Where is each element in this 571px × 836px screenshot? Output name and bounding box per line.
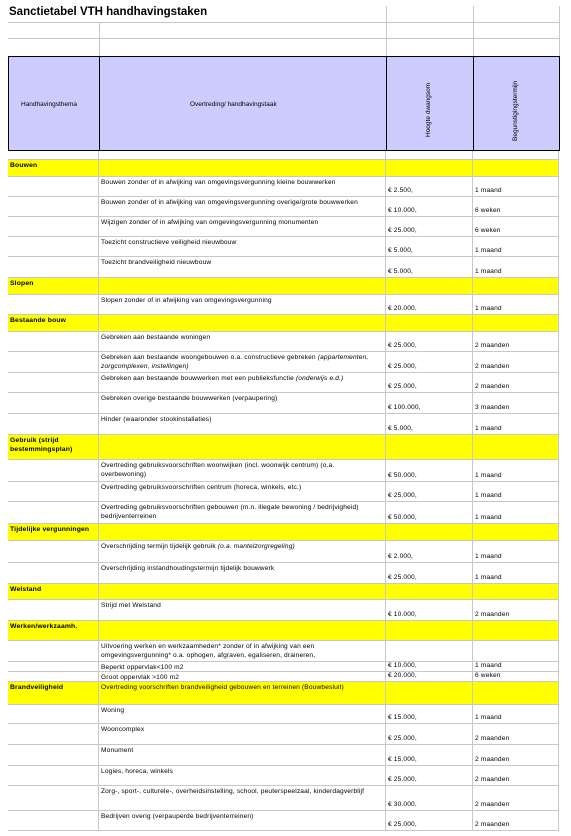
table-cell	[8, 177, 99, 196]
task-description	[101, 564, 381, 573]
task-text: Beperkt oppervlak<100 m2	[101, 664, 184, 671]
grace-period: 1 maand	[475, 492, 502, 499]
table-cell	[386, 151, 473, 159]
task-description	[101, 374, 381, 383]
task-text: Gebreken aan bestaande bouwwerken met een publieksfunctie	[101, 375, 294, 382]
table-row	[8, 237, 559, 257]
table-cell	[473, 435, 559, 459]
task-description	[101, 503, 381, 521]
table-row	[8, 724, 559, 745]
section-row	[8, 584, 559, 600]
table-cell	[8, 352, 99, 372]
penalty-amount: € 15.000,	[388, 714, 417, 721]
table-cell	[99, 315, 386, 331]
table-row	[8, 352, 559, 373]
grace-period: 2 maanden	[475, 756, 510, 763]
header-taak: Overtreding/ handhavingstaak	[190, 101, 277, 108]
grace-period: 1 maand	[475, 714, 502, 721]
grace-period: 1 maand	[475, 187, 502, 194]
table-row	[8, 295, 559, 315]
penalty-amount: € 5.000,	[388, 247, 414, 254]
task-text: Overschrijding instandhoudingstermijn tijdelijk bouwwerk	[101, 565, 275, 572]
table-row	[8, 414, 559, 435]
penalty-amount: € 25.000,	[388, 383, 417, 390]
penalty-amount: € 10.000,	[388, 611, 417, 618]
section-title: Bestaande bouw	[10, 317, 67, 324]
table-cell	[386, 524, 473, 540]
grace-period: 1 maand	[475, 574, 502, 581]
table-cell	[473, 621, 559, 640]
section-title: Slopen	[10, 280, 34, 287]
table-cell	[8, 502, 99, 523]
task-text: Wooncomplex	[101, 726, 145, 733]
table-row	[8, 705, 559, 724]
grace-period: 6 weken	[475, 207, 501, 214]
section-row	[8, 278, 559, 295]
table-row	[8, 460, 559, 482]
task-description	[101, 394, 381, 403]
task-description	[101, 415, 381, 424]
table-cell	[99, 621, 386, 640]
table-cell	[8, 641, 99, 661]
table-cell	[473, 160, 559, 176]
grace-period: 2 maanden	[475, 383, 510, 390]
table-row	[8, 641, 559, 662]
table-row	[8, 672, 559, 682]
task-text: Strijd met Welstand	[101, 602, 161, 609]
task-description	[101, 725, 381, 734]
section-row	[8, 524, 559, 541]
penalty-amount: € 5.000,	[388, 268, 414, 275]
table-cell	[8, 237, 99, 256]
task-text: Monument	[101, 747, 134, 754]
table-row	[8, 151, 559, 160]
section-title: Gebruik (strijd bestemmingsplan)	[10, 437, 73, 453]
grace-period: 2 maanden	[475, 363, 510, 370]
table-cell	[386, 621, 473, 640]
table-cell	[8, 295, 99, 314]
table-cell	[473, 584, 559, 599]
penalty-amount: € 25.000,	[388, 363, 417, 370]
table-row	[8, 563, 559, 584]
table-row	[8, 217, 559, 237]
task-description	[101, 663, 381, 672]
header-cell-dwangsom	[386, 56, 474, 151]
table-cell	[99, 524, 386, 540]
penalty-amount: € 25.000,	[388, 735, 417, 742]
task-text: Groot oppervlak >100 m2	[101, 674, 180, 681]
header-cell-thema	[8, 56, 100, 151]
task-text: Toezicht constructieve veiligheid nieuwbouw	[101, 239, 237, 246]
task-description	[101, 483, 381, 492]
task-description	[101, 673, 381, 682]
section-title: Bouwen	[10, 162, 38, 169]
task-text: Overschrijding termijn tijdelijk gebruik	[101, 543, 216, 550]
grace-period: 2 maanden	[475, 611, 510, 618]
task-description	[101, 601, 381, 610]
task-text: Bedrijven overig (verpauperde bedrijventerreinen)	[101, 813, 254, 820]
grace-period: 1 maand	[475, 553, 502, 560]
task-text: Overtreding gebruiksvoorschriften woonwijken (incl. woonwijk centrum) (o.a. overbewoning)	[101, 462, 335, 478]
table-cell	[8, 460, 99, 481]
penalty-amount: € 25.000,	[388, 492, 417, 499]
table-row	[8, 745, 559, 766]
table-row	[8, 502, 559, 524]
table-cell	[473, 151, 559, 159]
section-row	[8, 160, 559, 177]
task-description	[101, 198, 381, 207]
task-text: Uitvoering werken en werkzaamheden* zonder of in afwijking van een omgevingsvergunning* o.a. ophogen, afgraven, egaliseren, draineren,	[101, 643, 316, 659]
grace-period: 1 maand	[475, 305, 502, 312]
table-cell	[8, 766, 99, 785]
task-text: Overtreding gebruiksvoorschriften centrum (horeca, winkels, etc.)	[101, 484, 302, 491]
table-cell	[8, 745, 99, 765]
task-description	[101, 746, 381, 755]
table-cell	[99, 435, 386, 459]
task-text: Gebreken overige bestaande bouwwerken (verpaupering)	[101, 395, 278, 402]
table-row	[8, 177, 559, 197]
table-cell	[8, 811, 99, 830]
table-cell	[8, 393, 99, 413]
task-note: (appartementen, zorgcomplexen, instellingen)	[101, 354, 369, 370]
task-text: Woning	[101, 707, 125, 714]
grace-period: 2 maanden	[475, 821, 510, 828]
section-title: Brandveiligheid	[10, 684, 64, 691]
grace-period: 1 maand	[475, 662, 502, 669]
table-cell	[99, 151, 386, 159]
section-row	[8, 315, 559, 332]
task-text: Logies, horeca, winkels	[101, 768, 173, 775]
sheet-title: Sanctietabel VTH handhavingstaken	[9, 6, 208, 18]
grace-period: 1 maand	[475, 425, 502, 432]
penalty-amount: € 25.000,	[388, 342, 417, 349]
header-thema: Handhavingsthema	[21, 101, 78, 108]
grid-line	[99, 22, 100, 56]
penalty-amount: € 30.000,	[388, 801, 417, 808]
task-description	[101, 218, 381, 227]
task-note: (o.a. mantelzorgregeling)	[217, 543, 295, 550]
grace-period: 6 weken	[475, 672, 501, 679]
task-description	[101, 706, 381, 715]
table-cell	[386, 584, 473, 599]
section-title: Tijdelijke vergunningen	[10, 526, 90, 533]
section-title: Werken/werkzaamh.	[10, 623, 78, 630]
table-cell	[8, 786, 99, 810]
table-cell	[386, 641, 473, 661]
table-cell	[8, 705, 99, 723]
table-cell	[8, 672, 99, 681]
task-text: Wijzigen zonder of in afwijking van omgevingsvergunning monumenten	[101, 219, 319, 226]
table-cell	[473, 278, 559, 294]
task-description	[101, 787, 381, 796]
table-cell	[386, 315, 473, 331]
penalty-amount: € 25.000,	[388, 821, 417, 828]
table-cell	[99, 160, 386, 176]
table-cell	[8, 724, 99, 744]
grid-line	[386, 6, 387, 56]
table-cell	[386, 160, 473, 176]
grid-line	[559, 6, 560, 56]
task-text: Slopen zonder of in afwijking van omgevingsvergunning	[101, 297, 272, 304]
table-cell	[473, 682, 559, 704]
penalty-amount: € 20.000,	[388, 305, 417, 312]
task-description	[101, 353, 381, 371]
task-description	[101, 296, 381, 305]
grace-period: 6 weken	[475, 227, 501, 234]
penalty-amount: € 25.000,	[388, 227, 417, 234]
penalty-amount: € 10.000,	[388, 207, 417, 214]
grace-period: 1 maand	[475, 268, 502, 275]
table-row	[8, 766, 559, 786]
penalty-amount: € 25.000,	[388, 574, 417, 581]
task-note: (onderwijs e.d.)	[295, 375, 344, 382]
task-text: Overtreding voorschriften brandveiligheid gebouwen en terreinen (Bouwbesluit)	[101, 684, 344, 691]
grace-period: 2 maanden	[475, 735, 510, 742]
table-cell	[8, 257, 99, 277]
task-description	[101, 683, 381, 692]
task-description	[101, 238, 381, 247]
table-cell	[8, 563, 99, 583]
header-cell-termijn	[473, 56, 560, 151]
task-description	[101, 812, 381, 821]
task-text: Hinder (waaronder stookinstallaties)	[101, 416, 212, 423]
grid-line	[473, 6, 474, 56]
table-cell	[473, 524, 559, 540]
table-cell	[8, 541, 99, 562]
table-row	[8, 811, 559, 831]
penalty-amount: € 2.000,	[388, 553, 414, 560]
penalty-amount: € 25.000,	[388, 776, 417, 783]
task-description	[101, 642, 381, 660]
task-text: Bouwen zonder of in afwijking van omgevingsvergunning overige/grote bouwwerken	[101, 199, 358, 206]
task-text: Gebreken aan bestaande woningen	[101, 334, 211, 341]
grid-line	[8, 22, 559, 23]
table-cell	[8, 151, 99, 159]
grace-period: 1 maand	[475, 514, 502, 521]
task-description	[101, 178, 381, 187]
task-description	[101, 333, 381, 342]
penalty-amount: € 10.000,	[388, 662, 417, 669]
task-text: Zorg-, sport-, culturele-, overheidsinstelling, school, peuterspeelzaal, kinderdagverblijf	[101, 788, 365, 795]
header-cell-taak	[99, 56, 387, 151]
task-description	[101, 767, 381, 776]
table-cell	[473, 641, 559, 661]
task-description	[101, 461, 381, 479]
table-cell	[386, 682, 473, 704]
task-description	[101, 542, 381, 551]
grace-period: 1 maand	[475, 247, 502, 254]
task-text: Bouwen zonder of in afwijking van omgevingsvergunning kleine bouwwerken	[101, 179, 336, 186]
table-cell	[8, 373, 99, 392]
table-cell	[99, 278, 386, 294]
table-row	[8, 482, 559, 502]
table-row	[8, 257, 559, 278]
penalty-amount: € 50.000,	[388, 514, 417, 521]
table-row	[8, 541, 559, 563]
table-cell	[8, 600, 99, 620]
penalty-amount: € 5.000,	[388, 425, 414, 432]
task-text: Gebreken aan bestaande woongebouwen o.a. constructieve gebreken	[101, 354, 316, 361]
header-dwangsom: Hoogte dwangsom	[425, 82, 432, 137]
grace-period: 2 maanden	[475, 342, 510, 349]
table-cell	[8, 662, 99, 671]
section-title: Welstand	[10, 586, 42, 593]
penalty-amount: € 100.000,	[388, 404, 421, 411]
grace-period: 3 maanden	[475, 404, 510, 411]
table-row	[8, 373, 559, 393]
section-row	[8, 621, 559, 641]
table-cell	[8, 482, 99, 501]
table-row	[8, 600, 559, 621]
table-cell	[473, 315, 559, 331]
table-cell	[8, 414, 99, 434]
table-cell	[8, 217, 99, 236]
penalty-amount: € 2.500,	[388, 187, 414, 194]
table-row	[8, 786, 559, 811]
section-row	[8, 682, 559, 705]
task-description	[101, 258, 381, 267]
table-cell	[8, 197, 99, 216]
grace-period: 2 maanden	[475, 801, 510, 808]
penalty-amount: € 50.000,	[388, 472, 417, 479]
table-cell	[386, 278, 473, 294]
grace-period: 1 maand	[475, 472, 502, 479]
grid-line	[8, 38, 559, 39]
table-cell	[386, 435, 473, 459]
task-text: Toezicht brandveiligheid nieuwbouw	[101, 259, 212, 266]
penalty-amount: € 20.000,	[388, 672, 417, 679]
table-row	[8, 197, 559, 217]
table-cell	[8, 332, 99, 351]
penalty-amount: € 15.000,	[388, 756, 417, 763]
table-row	[8, 332, 559, 352]
task-text: Overtreding gebruiksvoorschriften gebouwen (m.n. illegale bewoning / bedrijvigheid) bedrijventerreinen	[101, 504, 359, 520]
section-row	[8, 435, 559, 460]
table-row	[8, 393, 559, 414]
table-cell	[99, 584, 386, 599]
header-termijn: Begunstigingstermijn	[512, 80, 519, 141]
grace-period: 2 maanden	[475, 776, 510, 783]
